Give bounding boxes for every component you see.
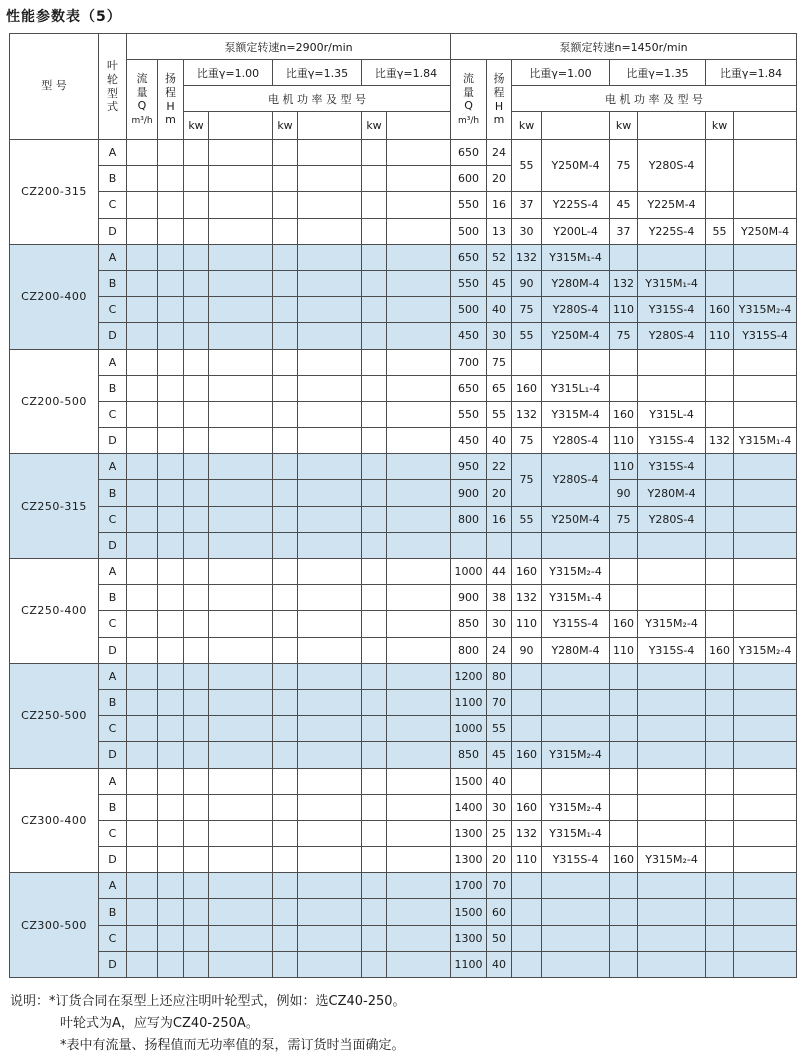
impeller-cell: C <box>99 506 127 532</box>
model-group <box>10 140 797 245</box>
head-cell: 16 <box>487 506 512 532</box>
model-name: CZ200-315 <box>10 140 99 245</box>
table-row <box>10 742 797 768</box>
motor-cell: Y315M₂-4 <box>734 297 797 323</box>
table-row <box>10 454 797 480</box>
kw-cell: 132 <box>512 585 542 611</box>
kw-cell: 90 <box>512 637 542 663</box>
head-cell: 40 <box>487 297 512 323</box>
kw-cell: 110 <box>610 428 638 454</box>
model-name: CZ250-500 <box>10 663 99 768</box>
model-group <box>10 768 797 873</box>
kw-cell: 132 <box>706 428 734 454</box>
table-row <box>10 689 797 715</box>
flow-cell: 1000 <box>451 716 487 742</box>
header-gravity-184-b: 比重γ=1.84 <box>706 60 797 86</box>
head-cell: 45 <box>487 742 512 768</box>
kw-cell: 55 <box>706 218 734 244</box>
head-cell: 22 <box>487 454 512 480</box>
head-cell: 24 <box>487 140 512 166</box>
motor-cell: Y225S-4 <box>638 218 706 244</box>
header-gravity-100-b: 比重γ=1.00 <box>512 60 610 86</box>
table-row <box>10 925 797 951</box>
motor-cell: Y315M₁-4 <box>734 428 797 454</box>
model-group <box>10 349 797 454</box>
impeller-cell: A <box>99 663 127 689</box>
table-row <box>10 428 797 454</box>
flow-cell: 800 <box>451 506 487 532</box>
head-cell: 60 <box>487 899 512 925</box>
model-name: CZ250-315 <box>10 454 99 559</box>
flow-cell: 1300 <box>451 820 487 846</box>
impeller-cell: D <box>99 847 127 873</box>
impeller-cell: D <box>99 218 127 244</box>
motor-cell: Y315S-4 <box>734 323 797 349</box>
header-head: 扬 程 H m <box>487 60 512 140</box>
impeller-cell: C <box>99 611 127 637</box>
flow-cell: 450 <box>451 323 487 349</box>
kw-cell: 90 <box>512 270 542 296</box>
impeller-cell: C <box>99 297 127 323</box>
kw-cell: 37 <box>512 192 542 218</box>
header-flow: 流 量 Q m³/h <box>451 60 487 140</box>
flow-cell: 550 <box>451 192 487 218</box>
header-kw: kw <box>610 112 638 140</box>
impeller-cell: C <box>99 192 127 218</box>
header-kw: kw <box>273 112 298 140</box>
head-cell: 55 <box>487 716 512 742</box>
flow-cell: 1400 <box>451 794 487 820</box>
impeller-cell: B <box>99 480 127 506</box>
head-cell: 30 <box>487 794 512 820</box>
impeller-cell: A <box>99 349 127 375</box>
flow-cell: 850 <box>451 742 487 768</box>
motor-cell: Y315M₂-4 <box>542 742 610 768</box>
table-row <box>10 951 797 977</box>
model-name: CZ300-400 <box>10 768 99 873</box>
model-group <box>10 873 797 978</box>
head-cell: 24 <box>487 637 512 663</box>
kw-cell: 160 <box>610 611 638 637</box>
flow-cell: 900 <box>451 585 487 611</box>
model-group <box>10 663 797 768</box>
header-gravity-184-a: 比重γ=1.84 <box>362 60 451 86</box>
kw-cell: 110 <box>512 611 542 637</box>
flow-cell: 1100 <box>451 689 487 715</box>
flow-cell: 1500 <box>451 899 487 925</box>
motor-cell: Y315M₂-4 <box>542 559 610 585</box>
kw-cell: 75 <box>512 454 542 506</box>
impeller-cell: A <box>99 559 127 585</box>
motor-cell: Y280S-4 <box>542 297 610 323</box>
note-line: *表中有流量、扬程值而无功率值的泵，需订货时当面确定。 <box>60 1038 405 1053</box>
model-name: CZ250-400 <box>10 559 99 664</box>
kw-cell: 160 <box>512 375 542 401</box>
motor-cell: Y250M-4 <box>734 218 797 244</box>
impeller-cell: B <box>99 585 127 611</box>
header-head: 扬 程 H m <box>158 60 184 140</box>
head-cell: 70 <box>487 689 512 715</box>
table-row <box>10 637 797 663</box>
motor-cell: Y315S-4 <box>638 637 706 663</box>
motor-cell: Y315M₂-4 <box>638 611 706 637</box>
flow-cell: 1100 <box>451 951 487 977</box>
kw-cell: 132 <box>512 244 542 270</box>
table-row <box>10 140 797 166</box>
impeller-cell: D <box>99 742 127 768</box>
head-cell: 40 <box>487 951 512 977</box>
impeller-cell: B <box>99 166 127 192</box>
header-gravity-100-a: 比重γ=1.00 <box>184 60 273 86</box>
flow-cell: 650 <box>451 244 487 270</box>
motor-cell: Y280S-4 <box>542 428 610 454</box>
header-motor-b: 电 机 功 率 及 型 号 <box>512 86 797 112</box>
header-kw: kw <box>362 112 387 140</box>
model-group <box>10 454 797 559</box>
motor-cell: Y250M-4 <box>542 506 610 532</box>
kw-cell: 132 <box>610 270 638 296</box>
kw-cell: 110 <box>512 847 542 873</box>
motor-cell: Y280S-4 <box>542 454 610 506</box>
impeller-cell: C <box>99 820 127 846</box>
head-cell: 20 <box>487 847 512 873</box>
notes <box>10 991 406 1057</box>
table-row <box>10 532 797 558</box>
table-row <box>10 716 797 742</box>
header-kw: kw <box>512 112 542 140</box>
motor-cell: Y225S-4 <box>542 192 610 218</box>
head-cell: 44 <box>487 559 512 585</box>
motor-cell: Y250M-4 <box>542 323 610 349</box>
kw-cell: 110 <box>610 454 638 480</box>
impeller-cell: D <box>99 951 127 977</box>
kw-cell: 37 <box>610 218 638 244</box>
kw-cell: 160 <box>610 401 638 427</box>
kw-cell: 75 <box>610 506 638 532</box>
kw-cell: 132 <box>512 820 542 846</box>
header-speed-1450: 泵额定转速n=1450r/min <box>451 34 797 60</box>
kw-cell: 55 <box>512 323 542 349</box>
header-kw: kw <box>184 112 209 140</box>
head-cell: 16 <box>487 192 512 218</box>
flow-cell: 1300 <box>451 847 487 873</box>
impeller-cell: C <box>99 716 127 742</box>
flow-cell: 550 <box>451 401 487 427</box>
head-cell: 70 <box>487 873 512 899</box>
table-row <box>10 768 797 794</box>
flow-cell: 500 <box>451 297 487 323</box>
table-row <box>10 192 797 218</box>
table-row <box>10 847 797 873</box>
head-cell: 52 <box>487 244 512 270</box>
model-name: CZ200-400 <box>10 244 99 349</box>
motor-cell: Y280S-4 <box>638 323 706 349</box>
flow-cell: 1000 <box>451 559 487 585</box>
model-group <box>10 244 797 349</box>
model-group <box>10 559 797 664</box>
head-cell: 75 <box>487 349 512 375</box>
table-row <box>10 323 797 349</box>
impeller-cell: B <box>99 375 127 401</box>
table-row <box>10 506 797 532</box>
head-cell: 50 <box>487 925 512 951</box>
motor-cell: Y315M₂-4 <box>734 637 797 663</box>
model-name: CZ200-500 <box>10 349 99 454</box>
flow-cell: 650 <box>451 140 487 166</box>
header-flow: 流 量 Q m³/h <box>127 60 158 140</box>
table-row <box>10 794 797 820</box>
kw-cell: 160 <box>512 559 542 585</box>
motor-cell: Y315M₁-4 <box>542 820 610 846</box>
page-title: 性能参数表（5） <box>6 9 122 25</box>
motor-cell: Y315S-4 <box>542 847 610 873</box>
flow-cell: 850 <box>451 611 487 637</box>
head-cell: 65 <box>487 375 512 401</box>
kw-cell: 160 <box>610 847 638 873</box>
impeller-cell: C <box>99 925 127 951</box>
table-row <box>10 218 797 244</box>
head-cell: 40 <box>487 428 512 454</box>
flow-cell: 550 <box>451 270 487 296</box>
motor-cell: Y280M-4 <box>542 637 610 663</box>
flow-cell: 1200 <box>451 663 487 689</box>
motor-cell: Y280S-4 <box>638 506 706 532</box>
head-cell: 25 <box>487 820 512 846</box>
head-cell: 80 <box>487 663 512 689</box>
note-line: 叶轮式为A，应写为CZ40-250A。 <box>60 1016 259 1031</box>
motor-cell: Y315M₁-4 <box>542 244 610 270</box>
motor-cell: Y315L-4 <box>638 401 706 427</box>
kw-cell: 75 <box>610 323 638 349</box>
kw-cell: 160 <box>512 794 542 820</box>
impeller-cell: A <box>99 140 127 166</box>
table-row <box>10 375 797 401</box>
motor-cell: Y315M₁-4 <box>542 585 610 611</box>
header-gravity-135-b: 比重γ=1.35 <box>610 60 706 86</box>
impeller-cell: A <box>99 454 127 480</box>
flow-cell: 700 <box>451 349 487 375</box>
flow-cell: 900 <box>451 480 487 506</box>
table-row <box>10 270 797 296</box>
head-cell: 13 <box>487 218 512 244</box>
kw-cell: 75 <box>512 428 542 454</box>
kw-cell: 45 <box>610 192 638 218</box>
kw-cell: 110 <box>610 637 638 663</box>
impeller-cell: D <box>99 323 127 349</box>
motor-cell: Y315M₁-4 <box>638 270 706 296</box>
performance-table <box>9 33 797 978</box>
impeller-cell: A <box>99 768 127 794</box>
table-row <box>10 899 797 925</box>
kw-cell: 90 <box>610 480 638 506</box>
impeller-cell: A <box>99 873 127 899</box>
header-motor-a: 电 机 功 率 及 型 号 <box>184 86 451 112</box>
flow-cell: 1700 <box>451 873 487 899</box>
table-row <box>10 244 797 270</box>
impeller-cell: B <box>99 270 127 296</box>
motor-cell: Y280M-4 <box>542 270 610 296</box>
head-cell: 30 <box>487 611 512 637</box>
motor-cell: Y225M-4 <box>638 192 706 218</box>
kw-cell: 55 <box>512 140 542 192</box>
head-cell: 55 <box>487 401 512 427</box>
kw-cell: 160 <box>706 297 734 323</box>
impeller-cell: B <box>99 899 127 925</box>
table-row <box>10 480 797 506</box>
kw-cell: 75 <box>512 297 542 323</box>
motor-cell: Y315M₂-4 <box>542 794 610 820</box>
header-speed-2900: 泵额定转速n=2900r/min <box>127 34 451 60</box>
flow-cell: 1300 <box>451 925 487 951</box>
kw-cell: 160 <box>512 742 542 768</box>
kw-cell: 55 <box>512 506 542 532</box>
impeller-cell: D <box>99 428 127 454</box>
motor-cell: Y280S-4 <box>638 140 706 192</box>
head-cell: 38 <box>487 585 512 611</box>
head-cell: 20 <box>487 480 512 506</box>
kw-cell: 75 <box>610 140 638 192</box>
impeller-cell: A <box>99 244 127 270</box>
header-impeller: 叶 轮 型 式 <box>99 34 127 140</box>
impeller-cell: B <box>99 794 127 820</box>
kw-cell: 132 <box>512 401 542 427</box>
header-kw: kw <box>706 112 734 140</box>
table-row <box>10 585 797 611</box>
kw-cell: 30 <box>512 218 542 244</box>
header-model: 型 号 <box>10 34 99 140</box>
table-row <box>10 349 797 375</box>
impeller-cell: D <box>99 532 127 558</box>
flow-cell: 500 <box>451 218 487 244</box>
flow-cell: 1500 <box>451 768 487 794</box>
motor-cell: Y315M₂-4 <box>638 847 706 873</box>
motor-cell: Y315M-4 <box>542 401 610 427</box>
flow-cell: 800 <box>451 637 487 663</box>
kw-cell: 110 <box>706 323 734 349</box>
flow-cell: 600 <box>451 166 487 192</box>
header-gravity-135-a: 比重γ=1.35 <box>273 60 362 86</box>
motor-cell: Y315S-4 <box>542 611 610 637</box>
table-row <box>10 820 797 846</box>
flow-cell: 950 <box>451 454 487 480</box>
impeller-cell: B <box>99 689 127 715</box>
impeller-cell: D <box>99 637 127 663</box>
motor-cell: Y200L-4 <box>542 218 610 244</box>
motor-cell: Y315L₁-4 <box>542 375 610 401</box>
motor-cell: Y315S-4 <box>638 297 706 323</box>
head-cell: 20 <box>487 166 512 192</box>
table-row <box>10 611 797 637</box>
note-line: 说明：*订货合同在泵型上还应注明叶轮型式，例如：选CZ40-250。 <box>10 994 406 1009</box>
flow-cell: 650 <box>451 375 487 401</box>
head-cell: 30 <box>487 323 512 349</box>
model-name: CZ300-500 <box>10 873 99 978</box>
table-row <box>10 401 797 427</box>
flow-cell: 450 <box>451 428 487 454</box>
kw-cell: 160 <box>706 637 734 663</box>
table-row <box>10 663 797 689</box>
kw-cell: 110 <box>610 297 638 323</box>
head-cell: 45 <box>487 270 512 296</box>
table-row <box>10 559 797 585</box>
motor-cell: Y315S-4 <box>638 428 706 454</box>
motor-cell: Y250M-4 <box>542 140 610 192</box>
table-row <box>10 297 797 323</box>
impeller-cell: C <box>99 401 127 427</box>
head-cell: 40 <box>487 768 512 794</box>
motor-cell: Y280M-4 <box>638 480 706 506</box>
motor-cell: Y315S-4 <box>638 454 706 480</box>
table-row <box>10 873 797 899</box>
